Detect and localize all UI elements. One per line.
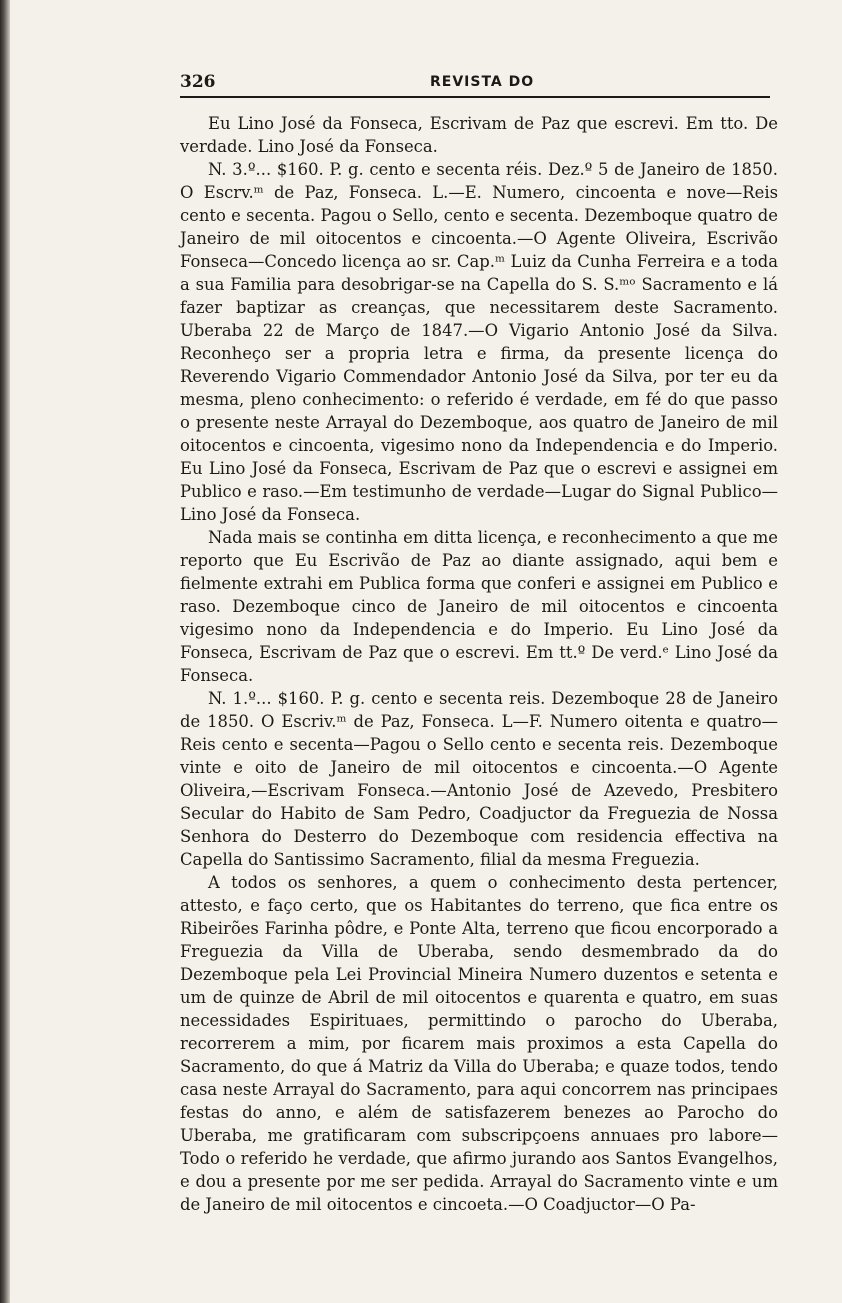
- book-binding-edge: [0, 0, 10, 1303]
- paragraph: Eu Lino José da Fonseca, Escrivam de Paz que escrevi. Em tto. De verdade. Lino José da Fonseca.: [180, 114, 778, 156]
- header-rule: [180, 96, 770, 98]
- paragraph: Nada mais se continha em ditta licença, e reconhecimento a que me reporto que Eu Escrivão de Paz ao diante assignado, aqui bem e fielmente extrahi em Publica forma que conferi e assignei em Publico e raso. Dezemboque cinco de Janeiro de mil oitocentos e cincoenta vigesimo nono da Independencia e do Imperio. Eu Lino José da Fonseca, Escrivam de Paz que o escrevi. Em tt.º De verd.ᵉ Lino José da Fonseca.: [180, 528, 778, 685]
- page-number: 326: [180, 72, 216, 92]
- paragraph: A todos os senhores, a quem o conhecimento desta pertencer, attesto, e faço certo, que os Habitantes do terreno, que fica entre os Ribeirões Farinha pôdre, e Ponte Alta, terreno que ficou encorporado a Freguezia da Villa de Uberaba, sendo desmembrado da do Dezemboque pela Lei Provincial Mineira Numero duzentos e setenta e um de quinze de Abril de mil oitocentos e quarenta e quatro, em suas necessidades Espirituaes, permittindo o parocho do Uberaba, recorrerem a mim, por ficarem mais proximos a esta Capella do Sacramento, do que á Matriz da Villa do Uberaba; e quaze todos, tendo casa neste Arrayal do Sacramento, para aqui concorrem nas principaes festas do anno, e além de satisfazerem benezes ao Parocho do Uberaba, me gratificaram com subscripçoens annuaes pro labore—Todo o referido he verdade, que afirmo jurando aos Santos Evangelhos, e dou a presente por me ser pedida. Arrayal do Sacramento vinte e um de Janeiro de mil oitocentos e cincoeta.—O Coadjuctor—O Pa-: [180, 873, 778, 1214]
- running-title: REVISTA DO: [430, 74, 535, 90]
- paragraph: N. 1.º... $160. P. g. cento e secenta reis. Dezemboque 28 de Janeiro de 1850. O Escriv.ᵐ de Paz, Fonseca. L—F. Numero oitenta e quatro—Reis cento e secenta—Pagou o Sello cento e secenta reis. Dezemboque vinte e oito de Janeiro de mil oitocentos e cincoenta.—O Agente Oliveira,—Escrivam Fonseca.—Antonio José de Azevedo, Presbitero Secular do Habito de Sam Pedro, Coadjuctor da Freguezia de Nossa Senhora do Desterro do Dezemboque com residencia effectiva na Capella do Santissimo Sacramento, filial da mesma Freguezia.: [180, 689, 778, 869]
- page-header: [180, 72, 770, 92]
- paragraph: N. 3.º... $160. P. g. cento e secenta réis. Dez.º 5 de Janeiro de 1850. O Escrv.ᵐ de Paz, Fonseca. L.—E. Numero, cincoenta e nove—Reis cento e secenta. Pagou o Sello, cento e secenta. Dezemboque quatro de Janeiro de mil oitocentos e cincoenta.—O Agente Oliveira, Escrivão Fonseca—Concedo licença ao sr. Cap.ᵐ Luiz da Cunha Ferreira e a toda a sua Familia para desobrigar-se na Capella do S. S.ᵐᵒ Sacramento e lá fazer baptizar as creanças, que necessitarem deste Sacramento. Uberaba 22 de Março de 1847.—O Vigario Antonio José da Silva. Reconheço ser a propria letra e firma, da presente licença do Reverendo Vigario Commendador Antonio José da Silva, por ter eu da mesma, pleno conhecimento: o referido é verdade, em fé do que passo o presente neste Arrayal do Dezemboque, aos quatro de Janeiro de mil oitocentos e cincoenta, vigesimo nono da Independencia e do Imperio. Eu Lino José da Fonseca, Escrivam de Paz que o escrevi e assignei em Publico e raso.—Em testimunho de verdade—Lugar do Signal Publico—Lino José da Fonseca.: [180, 160, 778, 524]
- body-text: [180, 112, 778, 1216]
